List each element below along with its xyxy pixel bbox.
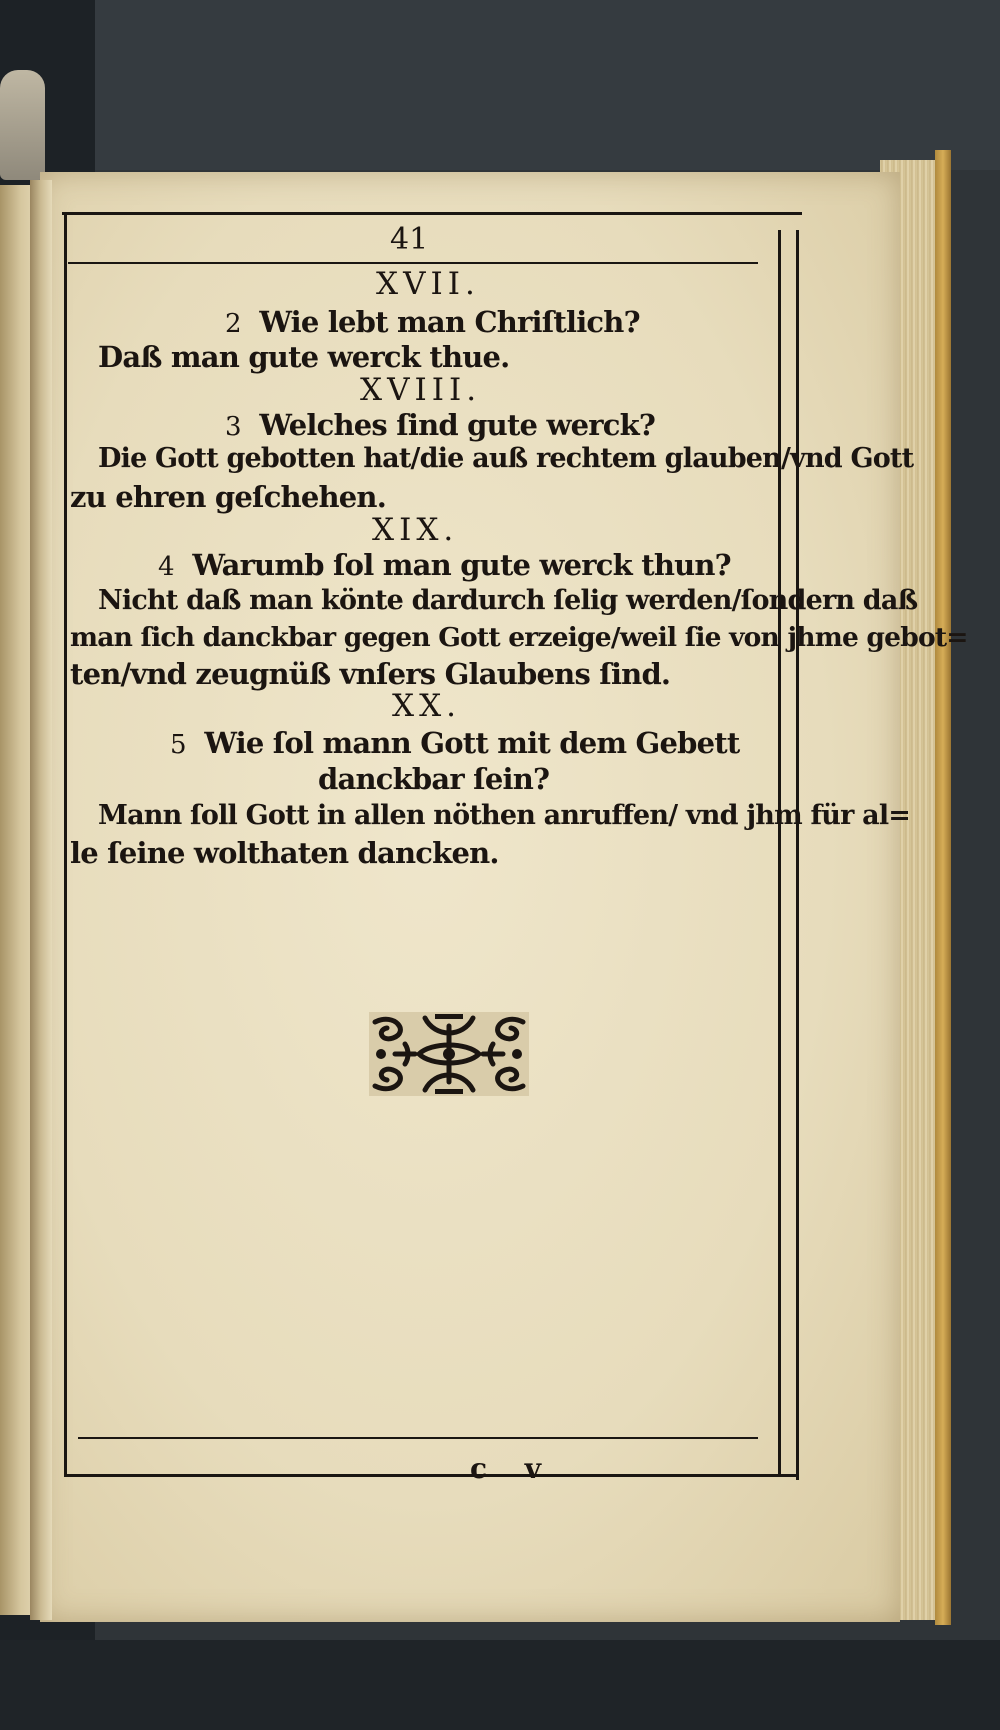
question-text: Wie lebt man Chriſtlich? <box>259 305 640 339</box>
answer-line: Nicht daß man könte dardurch ſelig werden/ſondern daß <box>98 585 918 616</box>
question-text: Welches ſind gute werck? <box>259 408 656 442</box>
printers-ornament-icon <box>365 1008 533 1100</box>
question-number: 2 <box>225 309 241 339</box>
section-numeral: XIX. <box>372 512 459 548</box>
answer-line: ten/vnd zeugnüß vnſers Glaubens ſind. <box>70 657 671 691</box>
page-number: 41 <box>390 222 429 257</box>
question-number: 5 <box>170 730 186 760</box>
answer-line: man ſich danckbar gegen Gott erzeige/weil ſie von jhme gebot= <box>70 622 968 653</box>
answer-line: Die Gott gebotten hat/die auß rechtem glauben/vnd Gott <box>98 443 914 474</box>
background-bottom <box>0 1640 1000 1730</box>
background-top <box>95 0 1000 170</box>
question-text: Warumb ſol man gute werck thun? <box>192 548 731 582</box>
frame-right-rule-inner <box>778 230 781 1475</box>
frame-left-rule <box>64 212 67 1477</box>
gutter <box>30 180 52 1620</box>
answer-line: Daß man gute werck thue. <box>98 340 510 374</box>
question <box>158 548 731 582</box>
question <box>225 305 640 339</box>
header-rule <box>68 262 758 264</box>
bookmark-weight <box>0 70 45 180</box>
section-numeral: XVIII. <box>360 372 482 408</box>
frame-top-rule <box>62 212 802 215</box>
question <box>225 408 655 442</box>
frame-right-rule-outer <box>796 230 799 1480</box>
question-continuation: danckbar ſein? <box>318 762 550 796</box>
question <box>170 726 739 760</box>
section-numeral: XX. <box>392 688 461 724</box>
cover-edge <box>935 150 951 1625</box>
answer-line: Mann ſoll Gott in allen nöthen anruffen/ vnd jhm für al= <box>98 800 911 831</box>
answer-line: zu ehren geſchehen. <box>70 480 387 514</box>
footer-rule <box>78 1437 758 1439</box>
question-text: Wie ſol mann Gott mit dem Gebett <box>204 726 740 760</box>
question-number: 4 <box>158 552 174 582</box>
question-number: 3 <box>225 412 241 442</box>
answer-line: le ſeine wolthaten dancken. <box>70 836 499 870</box>
frame-bottom-rule <box>64 1474 799 1477</box>
signature-mark: c v <box>470 1452 556 1485</box>
section-numeral: XVII. <box>376 266 480 302</box>
